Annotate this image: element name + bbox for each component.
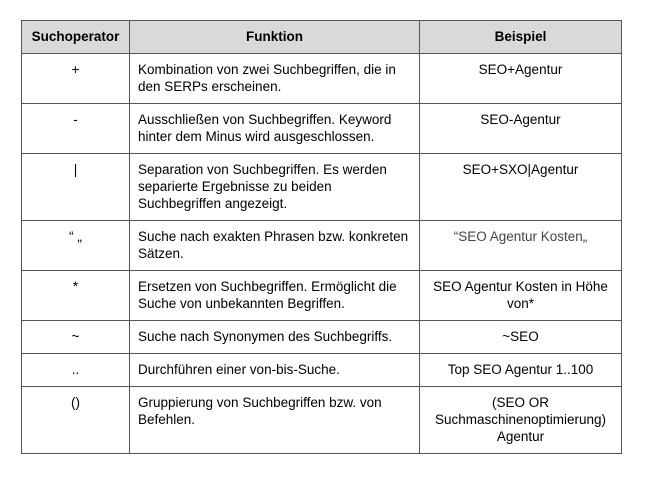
table-body bbox=[22, 54, 622, 454]
operator-cell: () bbox=[22, 387, 130, 454]
operator-cell: - bbox=[22, 104, 130, 154]
search-operators-table bbox=[21, 20, 622, 454]
table-row bbox=[22, 221, 622, 271]
table-header bbox=[22, 21, 622, 54]
function-cell: Separation von Suchbegriffen. Es werden separierte Ergebnisse zu beiden Suchbegriffen angezeigt. bbox=[130, 154, 420, 221]
example-cell: (SEO OR Suchmaschinenoptimierung) Agentur bbox=[420, 387, 622, 454]
function-cell: Kombination von zwei Suchbegriffen, die in den SERPs erscheinen. bbox=[130, 54, 420, 104]
operator-cell: + bbox=[22, 54, 130, 104]
table-row bbox=[22, 54, 622, 104]
function-cell: Durchführen einer von-bis-Suche. bbox=[130, 354, 420, 387]
operator-cell: .. bbox=[22, 354, 130, 387]
example-cell: Top SEO Agentur 1..100 bbox=[420, 354, 622, 387]
header-beispiel: Beispiel bbox=[420, 21, 622, 54]
function-cell: Gruppierung von Suchbegriffen bzw. von Befehlen. bbox=[130, 387, 420, 454]
operator-cell: “ „ bbox=[22, 221, 130, 271]
table-row bbox=[22, 154, 622, 221]
table-row bbox=[22, 104, 622, 154]
function-cell: Suche nach exakten Phrasen bzw. konkreten Sätzen. bbox=[130, 221, 420, 271]
example-cell: SEO Agentur Kosten in Höhe von* bbox=[420, 271, 622, 321]
example-cell: “SEO Agentur Kosten„ bbox=[420, 221, 622, 271]
function-cell: Ausschließen von Suchbegriffen. Keyword hinter dem Minus wird ausgeschlossen. bbox=[130, 104, 420, 154]
header-funktion: Funktion bbox=[130, 21, 420, 54]
example-cell: ~SEO bbox=[420, 321, 622, 354]
table-row bbox=[22, 271, 622, 321]
operator-cell: * bbox=[22, 271, 130, 321]
table-row bbox=[22, 354, 622, 387]
operator-cell: | bbox=[22, 154, 130, 221]
function-cell: Ersetzen von Suchbegriffen. Ermöglicht die Suche von unbekannten Begriffen. bbox=[130, 271, 420, 321]
operator-cell: ~ bbox=[22, 321, 130, 354]
header-row bbox=[22, 21, 622, 54]
example-cell: SEO-Agentur bbox=[420, 104, 622, 154]
function-cell: Suche nach Synonymen des Suchbegriffs. bbox=[130, 321, 420, 354]
example-cell: SEO+Agentur bbox=[420, 54, 622, 104]
table-row bbox=[22, 387, 622, 454]
header-suchoperator: Suchoperator bbox=[22, 21, 130, 54]
table-row bbox=[22, 321, 622, 354]
example-cell: SEO+SXO|Agentur bbox=[420, 154, 622, 221]
